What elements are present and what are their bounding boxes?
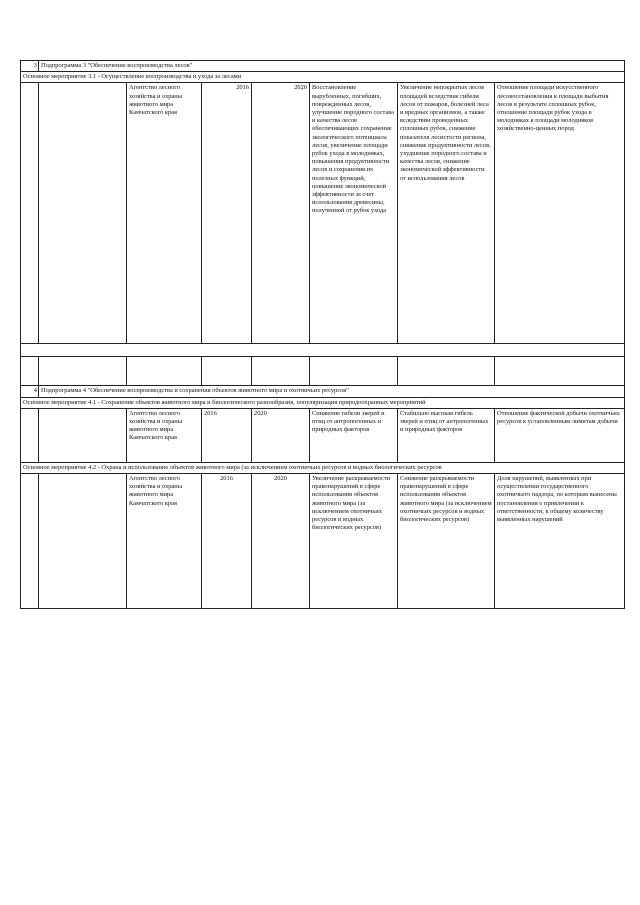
end-year: 2020: [252, 408, 310, 462]
row-index: 3: [21, 61, 39, 72]
event-details-row: [21, 408, 625, 462]
start-year: 2016: [202, 474, 252, 609]
end-year: 2020: [252, 474, 310, 609]
subprogram-title: Подпрограмма 3 "Обеспечение воспроизводства лесов": [39, 61, 625, 72]
event-title: Основное мероприятие 3.1 - Осуществление воспроизводства и ухода за лесами: [21, 72, 625, 83]
executor-cell: Агентство лесного хозяйства и охраны животного мира Камчатского края: [127, 408, 202, 462]
event-title-row: [21, 397, 625, 408]
indicators-cell: Доля нарушений, выявленных при осуществлении государственного охотничьего надзора, по которым вынесены постановления о привлечении к ответственности, к общему количеству выявленных нарушений: [495, 474, 625, 609]
consequences-cell: Стабильно высокая гибель зверей и птиц от антропогенных и природных факторов: [398, 408, 495, 462]
event-details-row: [21, 474, 625, 609]
empty-cell: [21, 408, 39, 462]
event-title: Основное мероприятие 4.1 - Сохранение объектов животного мира и биологического разнообразия, популяризация природоохранных мероприятий: [21, 397, 625, 408]
expected-result: Восстановление вырубленных, погибших, поврежденных лесов, улучшение породного состава и качества лесов обеспечивающих сохранение экологического потенциала лесов, увеличение площади рубок ухода в молодняках, повышения продуктивности лесов и сохранения их полезных функций, повышение экономической эффективности за счет использования древесины, полученной от рубок ухода: [310, 83, 398, 344]
consequences-cell: Увеличение непокрытых лесов площадей вследствие гибели лесов от пожаров, болезней леса и вредных организмов, а также вследствии проведенных сплошных рубок, снижение показателя лесистости региона, снижение продуктивности лесов, ухудшение породного состава и качества лесов, снижение экономической эффективности от использования лесов: [398, 83, 495, 344]
empty-cell: [39, 408, 127, 462]
empty-cell: [495, 357, 625, 386]
executor-cell: Агентство лесного хозяйства и охраны животного мира Камчатского края: [127, 474, 202, 609]
empty-cell: [21, 474, 39, 609]
empty-row: [21, 357, 625, 386]
empty-cell: [39, 83, 127, 344]
empty-cell: [21, 357, 39, 386]
event-title-row: [21, 462, 625, 473]
empty-cell: [21, 83, 39, 344]
indicators-cell: Отношение площади искусственного лесовосстановления к площади выбытия лесов в результате сплошных рубок, отношение площади рубок ухода в молодняках к площади молодняков хозяйственно-ценных пород: [495, 83, 625, 344]
empty-cell: [202, 357, 252, 386]
empty-cell: [398, 357, 495, 386]
empty-cell: [21, 344, 625, 357]
start-year: 2016: [202, 83, 252, 344]
subprogram-title: Подпрограмма 4 "Обеспечение воспроизводства и сохранения объектов животного мира и охотничьих ресурсов": [39, 386, 625, 397]
executor-cell: Агентство лесного хозяйства и охраны животного мира Камчатского края: [127, 83, 202, 344]
consequences-cell: Снижение раскрываемости правонарушений в сфере использования объектов животного мира (за исключением охотничьих ресурсов и водных биологических ресурсов): [398, 474, 495, 609]
empty-cell: [39, 474, 127, 609]
spacer-row: [21, 344, 625, 357]
event-title: Основное мероприятие 4.2 - Охрана и использование объектов животного мира (за исключением охотничьих ресурсов и водных биологических ресурсов: [21, 462, 625, 473]
empty-cell: [252, 357, 310, 386]
program-table: [20, 60, 625, 609]
indicators-cell: Отношение фактической добычи охотничьих ресурсов к установленным лимитам добычи: [495, 408, 625, 462]
document-page: [20, 60, 624, 609]
expected-result: Снижение гибели зверей и птиц от антропогенных и природных факторов: [310, 408, 398, 462]
empty-cell: [39, 357, 127, 386]
expected-result: Увеличение раскрываемости правонарушений в сфере использования объектов животного мира (за исключением охотничьих ресурсов и водных биологических ресурсов): [310, 474, 398, 609]
subprogram-row: [21, 386, 625, 397]
empty-cell: [127, 357, 202, 386]
event-title-row: [21, 72, 625, 83]
start-year: 2016: [202, 408, 252, 462]
end-year: 2020: [252, 83, 310, 344]
row-index: 4: [21, 386, 39, 397]
subprogram-row: [21, 61, 625, 72]
event-details-row: [21, 83, 625, 344]
empty-cell: [310, 357, 398, 386]
